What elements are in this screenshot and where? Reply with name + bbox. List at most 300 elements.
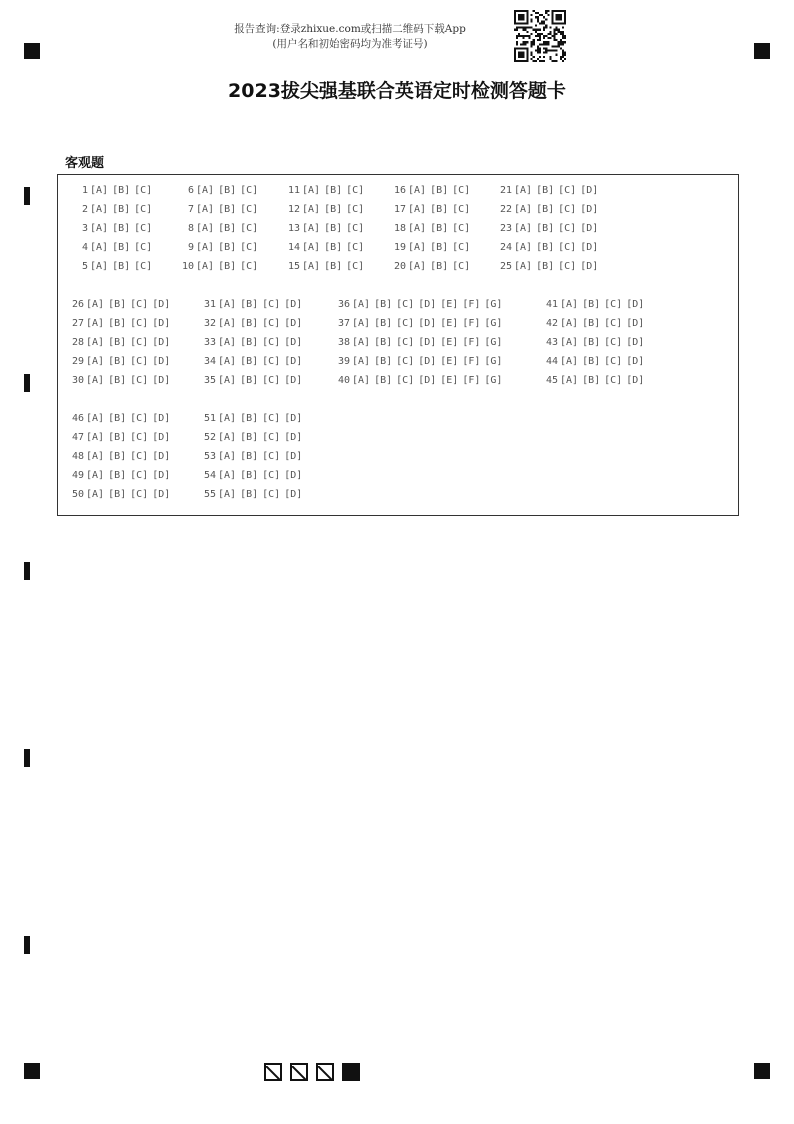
question-31 xyxy=(200,299,306,310)
answer-bubble[interactable]: [E] xyxy=(440,299,459,310)
answer-bubble[interactable]: [C] xyxy=(346,223,365,234)
answer-bubble[interactable]: [A] xyxy=(196,223,215,234)
answer-bubble[interactable]: [B] xyxy=(240,299,259,310)
answer-bubble[interactable]: [D] xyxy=(284,337,303,348)
answer-bubble[interactable]: [C] xyxy=(262,432,281,443)
answer-bubble[interactable]: [A] xyxy=(302,185,321,196)
answer-bubble[interactable]: [B] xyxy=(374,337,393,348)
answer-bubble[interactable]: [B] xyxy=(218,223,237,234)
answer-bubble[interactable]: [D] xyxy=(284,432,303,443)
answer-bubble[interactable]: [A] xyxy=(560,299,579,310)
answer-bubble[interactable]: [D] xyxy=(284,413,303,424)
question-number: 27 xyxy=(71,318,84,329)
answer-bubble[interactable]: [C] xyxy=(558,185,577,196)
answer-bubble[interactable]: [B] xyxy=(374,318,393,329)
answer-bubble[interactable]: [E] xyxy=(440,356,459,367)
answer-bubble[interactable]: [A] xyxy=(560,318,579,329)
answer-bubble[interactable]: [F] xyxy=(462,375,481,386)
answer-bubble[interactable]: [D] xyxy=(284,375,303,386)
question-number: 46 xyxy=(71,413,84,424)
answer-bubble[interactable]: [A] xyxy=(560,375,579,386)
answer-bubble[interactable]: [B] xyxy=(240,451,259,462)
answer-bubble[interactable]: [D] xyxy=(418,318,437,329)
question-48 xyxy=(68,451,174,462)
question-number: 24 xyxy=(499,242,512,253)
answer-bubble[interactable]: [B] xyxy=(536,261,555,272)
answer-bubble[interactable]: [C] xyxy=(262,470,281,481)
question-9 xyxy=(178,242,262,253)
answer-bubble[interactable]: [A] xyxy=(86,413,105,424)
question-16 xyxy=(390,185,474,196)
answer-bubble[interactable]: [A] xyxy=(90,242,109,253)
answer-bubble[interactable]: [C] xyxy=(134,185,153,196)
answer-bubble[interactable]: [G] xyxy=(484,356,503,367)
answer-bubble[interactable]: [B] xyxy=(536,242,555,253)
answer-bubble[interactable]: [C] xyxy=(452,204,471,215)
answer-bubble[interactable]: [D] xyxy=(626,356,645,367)
question-5 xyxy=(72,261,156,272)
answer-bubble[interactable]: [C] xyxy=(262,413,281,424)
filled-mark-box xyxy=(342,1063,360,1081)
question-54 xyxy=(200,470,306,481)
answer-bubble[interactable]: [A] xyxy=(86,375,105,386)
answer-bubble[interactable]: [B] xyxy=(430,204,449,215)
notice-line-1: 报告查询:登录zhixue.com或扫描二维码下载App xyxy=(234,23,466,35)
question-number: 32 xyxy=(203,318,216,329)
answer-bubble[interactable]: [A] xyxy=(514,223,533,234)
answer-bubble[interactable]: [C] xyxy=(130,451,149,462)
question-22 xyxy=(496,204,602,215)
answer-bubble[interactable]: [C] xyxy=(240,204,259,215)
answer-bubble[interactable]: [B] xyxy=(108,489,127,500)
answer-bubble[interactable]: [B] xyxy=(112,223,131,234)
answer-bubble[interactable]: [C] xyxy=(346,261,365,272)
answer-bubble[interactable]: [C] xyxy=(558,223,577,234)
answer-bubble[interactable]: [A] xyxy=(352,337,371,348)
question-50 xyxy=(68,489,174,500)
answer-bubble[interactable]: [B] xyxy=(240,413,259,424)
answer-bubble[interactable]: [D] xyxy=(152,318,171,329)
answer-bubble[interactable]: [A] xyxy=(90,185,109,196)
answer-bubble[interactable]: [A] xyxy=(218,489,237,500)
question-number: 1 xyxy=(81,185,88,196)
answer-bubble[interactable]: [C] xyxy=(130,318,149,329)
answer-bubble[interactable]: [C] xyxy=(346,242,365,253)
answer-bubble[interactable]: [D] xyxy=(284,489,303,500)
question-number: 23 xyxy=(499,223,512,234)
answer-bubble[interactable]: [G] xyxy=(484,337,503,348)
answer-bubble[interactable]: [C] xyxy=(240,185,259,196)
timing-mark xyxy=(24,749,30,767)
answer-bubble[interactable]: [B] xyxy=(430,185,449,196)
answer-bubble[interactable]: [C] xyxy=(452,261,471,272)
answer-bubble[interactable]: [D] xyxy=(284,318,303,329)
answer-bubble[interactable]: [A] xyxy=(408,204,427,215)
question-number: 19 xyxy=(393,242,406,253)
answer-bubble[interactable]: [B] xyxy=(240,318,259,329)
question-32 xyxy=(200,318,306,329)
answer-bubble[interactable]: [C] xyxy=(130,413,149,424)
question-number: 35 xyxy=(203,375,216,386)
answer-bubble[interactable]: [D] xyxy=(626,299,645,310)
answer-bubble[interactable]: [C] xyxy=(262,356,281,367)
answer-bubble[interactable]: [A] xyxy=(86,470,105,481)
question-45 xyxy=(542,375,648,386)
answer-bubble[interactable]: [A] xyxy=(196,204,215,215)
answer-bubble[interactable]: [C] xyxy=(130,299,149,310)
diagonal-stroke-icon xyxy=(292,1066,306,1080)
qr-code-icon[interactable] xyxy=(514,10,566,62)
answer-bubble[interactable]: [A] xyxy=(196,242,215,253)
answer-bubble[interactable]: [C] xyxy=(604,337,623,348)
answer-bubble[interactable]: [C] xyxy=(604,299,623,310)
answer-bubble[interactable]: [B] xyxy=(582,337,601,348)
answer-bubble[interactable]: [A] xyxy=(352,318,371,329)
answer-bubble[interactable]: [B] xyxy=(324,261,343,272)
question-number: 28 xyxy=(71,337,84,348)
answer-bubble[interactable]: [A] xyxy=(218,413,237,424)
answer-bubble[interactable]: [C] xyxy=(346,204,365,215)
crossed-mark-box xyxy=(316,1063,334,1081)
question-28 xyxy=(68,337,174,348)
answer-bubble[interactable]: [B] xyxy=(582,318,601,329)
answer-bubble[interactable]: [D] xyxy=(626,375,645,386)
answer-bubble[interactable]: [A] xyxy=(86,489,105,500)
question-number: 53 xyxy=(203,451,216,462)
answer-bubble[interactable]: [B] xyxy=(324,242,343,253)
answer-bubble[interactable]: [C] xyxy=(558,242,577,253)
answer-bubble[interactable]: [C] xyxy=(262,318,281,329)
answer-bubble[interactable]: [D] xyxy=(626,337,645,348)
answer-bubble[interactable]: [D] xyxy=(152,413,171,424)
question-number: 39 xyxy=(337,356,350,367)
answer-bubble[interactable]: [B] xyxy=(108,470,127,481)
answer-bubble[interactable]: [B] xyxy=(374,356,393,367)
answer-bubble[interactable]: [E] xyxy=(440,318,459,329)
answer-bubble[interactable]: [B] xyxy=(218,204,237,215)
answer-bubble[interactable]: [A] xyxy=(218,299,237,310)
question-number: 12 xyxy=(287,204,300,215)
answer-bubble[interactable]: [C] xyxy=(558,204,577,215)
answer-bubble[interactable]: [A] xyxy=(352,375,371,386)
answer-bubble[interactable]: [B] xyxy=(582,356,601,367)
answer-bubble[interactable]: [B] xyxy=(536,185,555,196)
answer-bubble[interactable]: [D] xyxy=(152,375,171,386)
answer-bubble[interactable]: [B] xyxy=(374,375,393,386)
question-35 xyxy=(200,375,306,386)
answer-bubble[interactable]: [A] xyxy=(196,185,215,196)
question-13 xyxy=(284,223,368,234)
question-number: 34 xyxy=(203,356,216,367)
question-number: 14 xyxy=(287,242,300,253)
answer-bubble[interactable]: [C] xyxy=(262,375,281,386)
answer-bubble[interactable]: [A] xyxy=(218,470,237,481)
answer-bubble[interactable]: [B] xyxy=(324,204,343,215)
answer-bubble[interactable]: [C] xyxy=(558,261,577,272)
question-37 xyxy=(334,318,506,329)
answer-bubble[interactable]: [D] xyxy=(418,337,437,348)
answer-bubble[interactable]: [A] xyxy=(352,299,371,310)
question-25 xyxy=(496,261,602,272)
answer-bubble[interactable]: [A] xyxy=(560,356,579,367)
answer-bubble[interactable]: [C] xyxy=(346,185,365,196)
question-53 xyxy=(200,451,306,462)
answer-bubble[interactable]: [C] xyxy=(262,489,281,500)
answer-bubble[interactable]: [A] xyxy=(86,356,105,367)
answer-bubble[interactable]: [C] xyxy=(452,223,471,234)
answer-bubble[interactable]: [B] xyxy=(108,432,127,443)
answer-bubble[interactable]: [C] xyxy=(262,337,281,348)
answer-bubble[interactable]: [B] xyxy=(240,470,259,481)
answer-bubble[interactable]: [B] xyxy=(108,375,127,386)
answer-bubble[interactable]: [A] xyxy=(514,261,533,272)
section-label-objective: 客观题 xyxy=(65,156,105,171)
answer-bubble[interactable]: [C] xyxy=(262,451,281,462)
answer-bubble[interactable]: [D] xyxy=(580,223,599,234)
question-number: 17 xyxy=(393,204,406,215)
answer-bubble[interactable]: [A] xyxy=(196,261,215,272)
question-29 xyxy=(68,356,174,367)
answer-bubble[interactable]: [C] xyxy=(604,318,623,329)
answer-bubble[interactable]: [D] xyxy=(152,432,171,443)
answer-bubble[interactable]: [D] xyxy=(626,318,645,329)
answer-bubble[interactable]: [A] xyxy=(514,242,533,253)
question-8 xyxy=(178,223,262,234)
answer-bubble[interactable]: [B] xyxy=(112,261,131,272)
answer-bubble[interactable]: [D] xyxy=(284,299,303,310)
question-number: 2 xyxy=(81,204,88,215)
question-number: 48 xyxy=(71,451,84,462)
question-3 xyxy=(72,223,156,234)
question-number: 41 xyxy=(545,299,558,310)
answer-bubble[interactable]: [A] xyxy=(302,204,321,215)
question-number: 13 xyxy=(287,223,300,234)
question-number: 8 xyxy=(187,223,194,234)
answer-bubble[interactable]: [A] xyxy=(86,299,105,310)
question-number: 50 xyxy=(71,489,84,500)
question-34 xyxy=(200,356,306,367)
timing-mark xyxy=(24,187,30,205)
question-number: 3 xyxy=(81,223,88,234)
answer-bubble[interactable]: [C] xyxy=(134,261,153,272)
answer-bubble[interactable]: [D] xyxy=(152,337,171,348)
answer-bubble[interactable]: [B] xyxy=(430,242,449,253)
answer-bubble[interactable]: [F] xyxy=(462,337,481,348)
question-39 xyxy=(334,356,506,367)
answer-bubble[interactable]: [C] xyxy=(452,242,471,253)
answer-bubble[interactable]: [C] xyxy=(130,337,149,348)
answer-bubble[interactable]: [A] xyxy=(302,261,321,272)
answer-bubble[interactable]: [A] xyxy=(560,337,579,348)
question-17 xyxy=(390,204,474,215)
answer-bubble[interactable]: [B] xyxy=(108,451,127,462)
answer-bubble[interactable]: [A] xyxy=(352,356,371,367)
answer-bubble[interactable]: [B] xyxy=(108,318,127,329)
question-number: 42 xyxy=(545,318,558,329)
answer-bubble[interactable]: [A] xyxy=(218,356,237,367)
answer-bubble[interactable]: [D] xyxy=(580,185,599,196)
answer-bubble[interactable]: [D] xyxy=(152,470,171,481)
answer-bubble[interactable]: [C] xyxy=(134,204,153,215)
question-43 xyxy=(542,337,648,348)
answer-bubble[interactable]: [C] xyxy=(130,356,149,367)
diagonal-stroke-icon xyxy=(266,1066,280,1080)
timing-mark xyxy=(24,562,30,580)
answer-bubble[interactable]: [B] xyxy=(108,337,127,348)
answer-bubble[interactable]: [D] xyxy=(284,356,303,367)
answer-bubble[interactable]: [B] xyxy=(324,185,343,196)
answer-bubble[interactable]: [F] xyxy=(462,356,481,367)
answer-bubble[interactable]: [C] xyxy=(604,356,623,367)
answer-bubble[interactable]: [D] xyxy=(152,489,171,500)
question-number: 47 xyxy=(71,432,84,443)
answer-bubble[interactable]: [B] xyxy=(108,299,127,310)
objective-answer-area xyxy=(57,174,739,516)
answer-bubble[interactable]: [B] xyxy=(582,299,601,310)
answer-bubble[interactable]: [C] xyxy=(396,318,415,329)
answer-bubble[interactable]: [C] xyxy=(134,242,153,253)
answer-bubble[interactable]: [A] xyxy=(514,185,533,196)
crossed-mark-box xyxy=(290,1063,308,1081)
answer-bubble[interactable]: [A] xyxy=(218,375,237,386)
answer-bubble[interactable]: [B] xyxy=(218,185,237,196)
answer-bubble[interactable]: [A] xyxy=(302,223,321,234)
answer-bubble[interactable]: [G] xyxy=(484,375,503,386)
answer-bubble[interactable]: [B] xyxy=(240,375,259,386)
answer-bubble[interactable]: [F] xyxy=(462,318,481,329)
notice-line-2: (用户名和初始密码均为准考证号) xyxy=(272,38,428,50)
answer-bubble[interactable]: [D] xyxy=(580,204,599,215)
registration-mark-bottom-right xyxy=(754,1063,770,1079)
answer-bubble[interactable]: [E] xyxy=(440,375,459,386)
answer-bubble[interactable]: [C] xyxy=(396,375,415,386)
answer-bubble[interactable]: [A] xyxy=(86,318,105,329)
answer-bubble[interactable]: [B] xyxy=(218,261,237,272)
answer-bubble[interactable]: [A] xyxy=(86,337,105,348)
answer-bubble[interactable]: [A] xyxy=(408,242,427,253)
answer-bubble[interactable]: [C] xyxy=(604,375,623,386)
answer-bubble[interactable]: [E] xyxy=(440,337,459,348)
question-number: 25 xyxy=(499,261,512,272)
question-number: 6 xyxy=(187,185,194,196)
answer-bubble[interactable]: [B] xyxy=(112,185,131,196)
answer-bubble[interactable]: [B] xyxy=(430,261,449,272)
answer-bubble[interactable]: [C] xyxy=(396,299,415,310)
answer-bubble[interactable]: [C] xyxy=(134,223,153,234)
answer-bubble[interactable]: [C] xyxy=(452,185,471,196)
question-47 xyxy=(68,432,174,443)
answer-bubble[interactable]: [D] xyxy=(152,356,171,367)
question-12 xyxy=(284,204,368,215)
question-number: 15 xyxy=(287,261,300,272)
answer-bubble[interactable]: [B] xyxy=(240,432,259,443)
answer-bubble[interactable]: [C] xyxy=(396,337,415,348)
question-10 xyxy=(178,261,262,272)
answer-bubble[interactable]: [C] xyxy=(396,356,415,367)
answer-bubble[interactable]: [A] xyxy=(90,261,109,272)
answer-bubble[interactable]: [A] xyxy=(218,318,237,329)
answer-bubble[interactable]: [C] xyxy=(240,223,259,234)
answer-bubble[interactable]: [C] xyxy=(240,242,259,253)
answer-bubble[interactable]: [G] xyxy=(484,299,503,310)
answer-bubble[interactable]: [B] xyxy=(240,337,259,348)
answer-bubble[interactable]: [C] xyxy=(130,375,149,386)
question-49 xyxy=(68,470,174,481)
answer-bubble[interactable]: [A] xyxy=(218,337,237,348)
answer-bubble[interactable]: [G] xyxy=(484,318,503,329)
answer-bubble[interactable]: [D] xyxy=(580,242,599,253)
answer-bubble[interactable]: [B] xyxy=(430,223,449,234)
answer-bubble[interactable]: [D] xyxy=(152,299,171,310)
answer-bubble[interactable]: [A] xyxy=(218,451,237,462)
answer-bubble[interactable]: [A] xyxy=(408,261,427,272)
answer-bubble[interactable]: [A] xyxy=(408,185,427,196)
question-number: 43 xyxy=(545,337,558,348)
question-44 xyxy=(542,356,648,367)
answer-bubble[interactable]: [A] xyxy=(86,432,105,443)
answer-bubble[interactable]: [D] xyxy=(152,451,171,462)
answer-bubble[interactable]: [B] xyxy=(324,223,343,234)
answer-bubble[interactable]: [B] xyxy=(374,299,393,310)
answer-bubble[interactable]: [B] xyxy=(112,204,131,215)
answer-bubble[interactable]: [B] xyxy=(536,204,555,215)
page-title: 2023拔尖强基联合英语定时检测答题卡 xyxy=(228,80,566,102)
question-number: 40 xyxy=(337,375,350,386)
registration-mark-top-left xyxy=(24,43,40,59)
answer-bubble[interactable]: [B] xyxy=(536,223,555,234)
question-number: 10 xyxy=(181,261,194,272)
answer-bubble[interactable]: [D] xyxy=(418,356,437,367)
answer-bubble[interactable]: [F] xyxy=(462,299,481,310)
answer-bubble[interactable]: [A] xyxy=(514,204,533,215)
answer-bubble[interactable]: [A] xyxy=(86,451,105,462)
answer-bubble[interactable]: [C] xyxy=(262,299,281,310)
question-30 xyxy=(68,375,174,386)
answer-bubble[interactable]: [D] xyxy=(418,299,437,310)
question-11 xyxy=(284,185,368,196)
answer-bubble[interactable]: [D] xyxy=(284,451,303,462)
answer-bubble[interactable]: [A] xyxy=(218,432,237,443)
answer-bubble[interactable]: [C] xyxy=(130,470,149,481)
question-number: 36 xyxy=(337,299,350,310)
answer-bubble[interactable]: [B] xyxy=(240,356,259,367)
answer-bubble[interactable]: [B] xyxy=(240,489,259,500)
answer-bubble[interactable]: [A] xyxy=(90,223,109,234)
answer-bubble[interactable]: [B] xyxy=(112,242,131,253)
answer-bubble[interactable]: [C] xyxy=(240,261,259,272)
question-51 xyxy=(200,413,306,424)
question-number: 22 xyxy=(499,204,512,215)
answer-bubble[interactable]: [D] xyxy=(284,470,303,481)
answer-bubble[interactable]: [B] xyxy=(582,375,601,386)
answer-bubble[interactable]: [A] xyxy=(302,242,321,253)
question-number: 5 xyxy=(81,261,88,272)
answer-bubble[interactable]: [B] xyxy=(108,356,127,367)
question-2 xyxy=(72,204,156,215)
answer-bubble[interactable]: [A] xyxy=(90,204,109,215)
answer-bubble[interactable]: [C] xyxy=(130,489,149,500)
answer-bubble[interactable]: [D] xyxy=(418,375,437,386)
answer-bubble[interactable]: [D] xyxy=(580,261,599,272)
answer-bubble[interactable]: [B] xyxy=(218,242,237,253)
answer-bubble[interactable]: [C] xyxy=(130,432,149,443)
answer-bubble[interactable]: [B] xyxy=(108,413,127,424)
question-number: 7 xyxy=(187,204,194,215)
timing-mark xyxy=(24,936,30,954)
answer-bubble[interactable]: [A] xyxy=(408,223,427,234)
question-number: 37 xyxy=(337,318,350,329)
question-46 xyxy=(68,413,174,424)
